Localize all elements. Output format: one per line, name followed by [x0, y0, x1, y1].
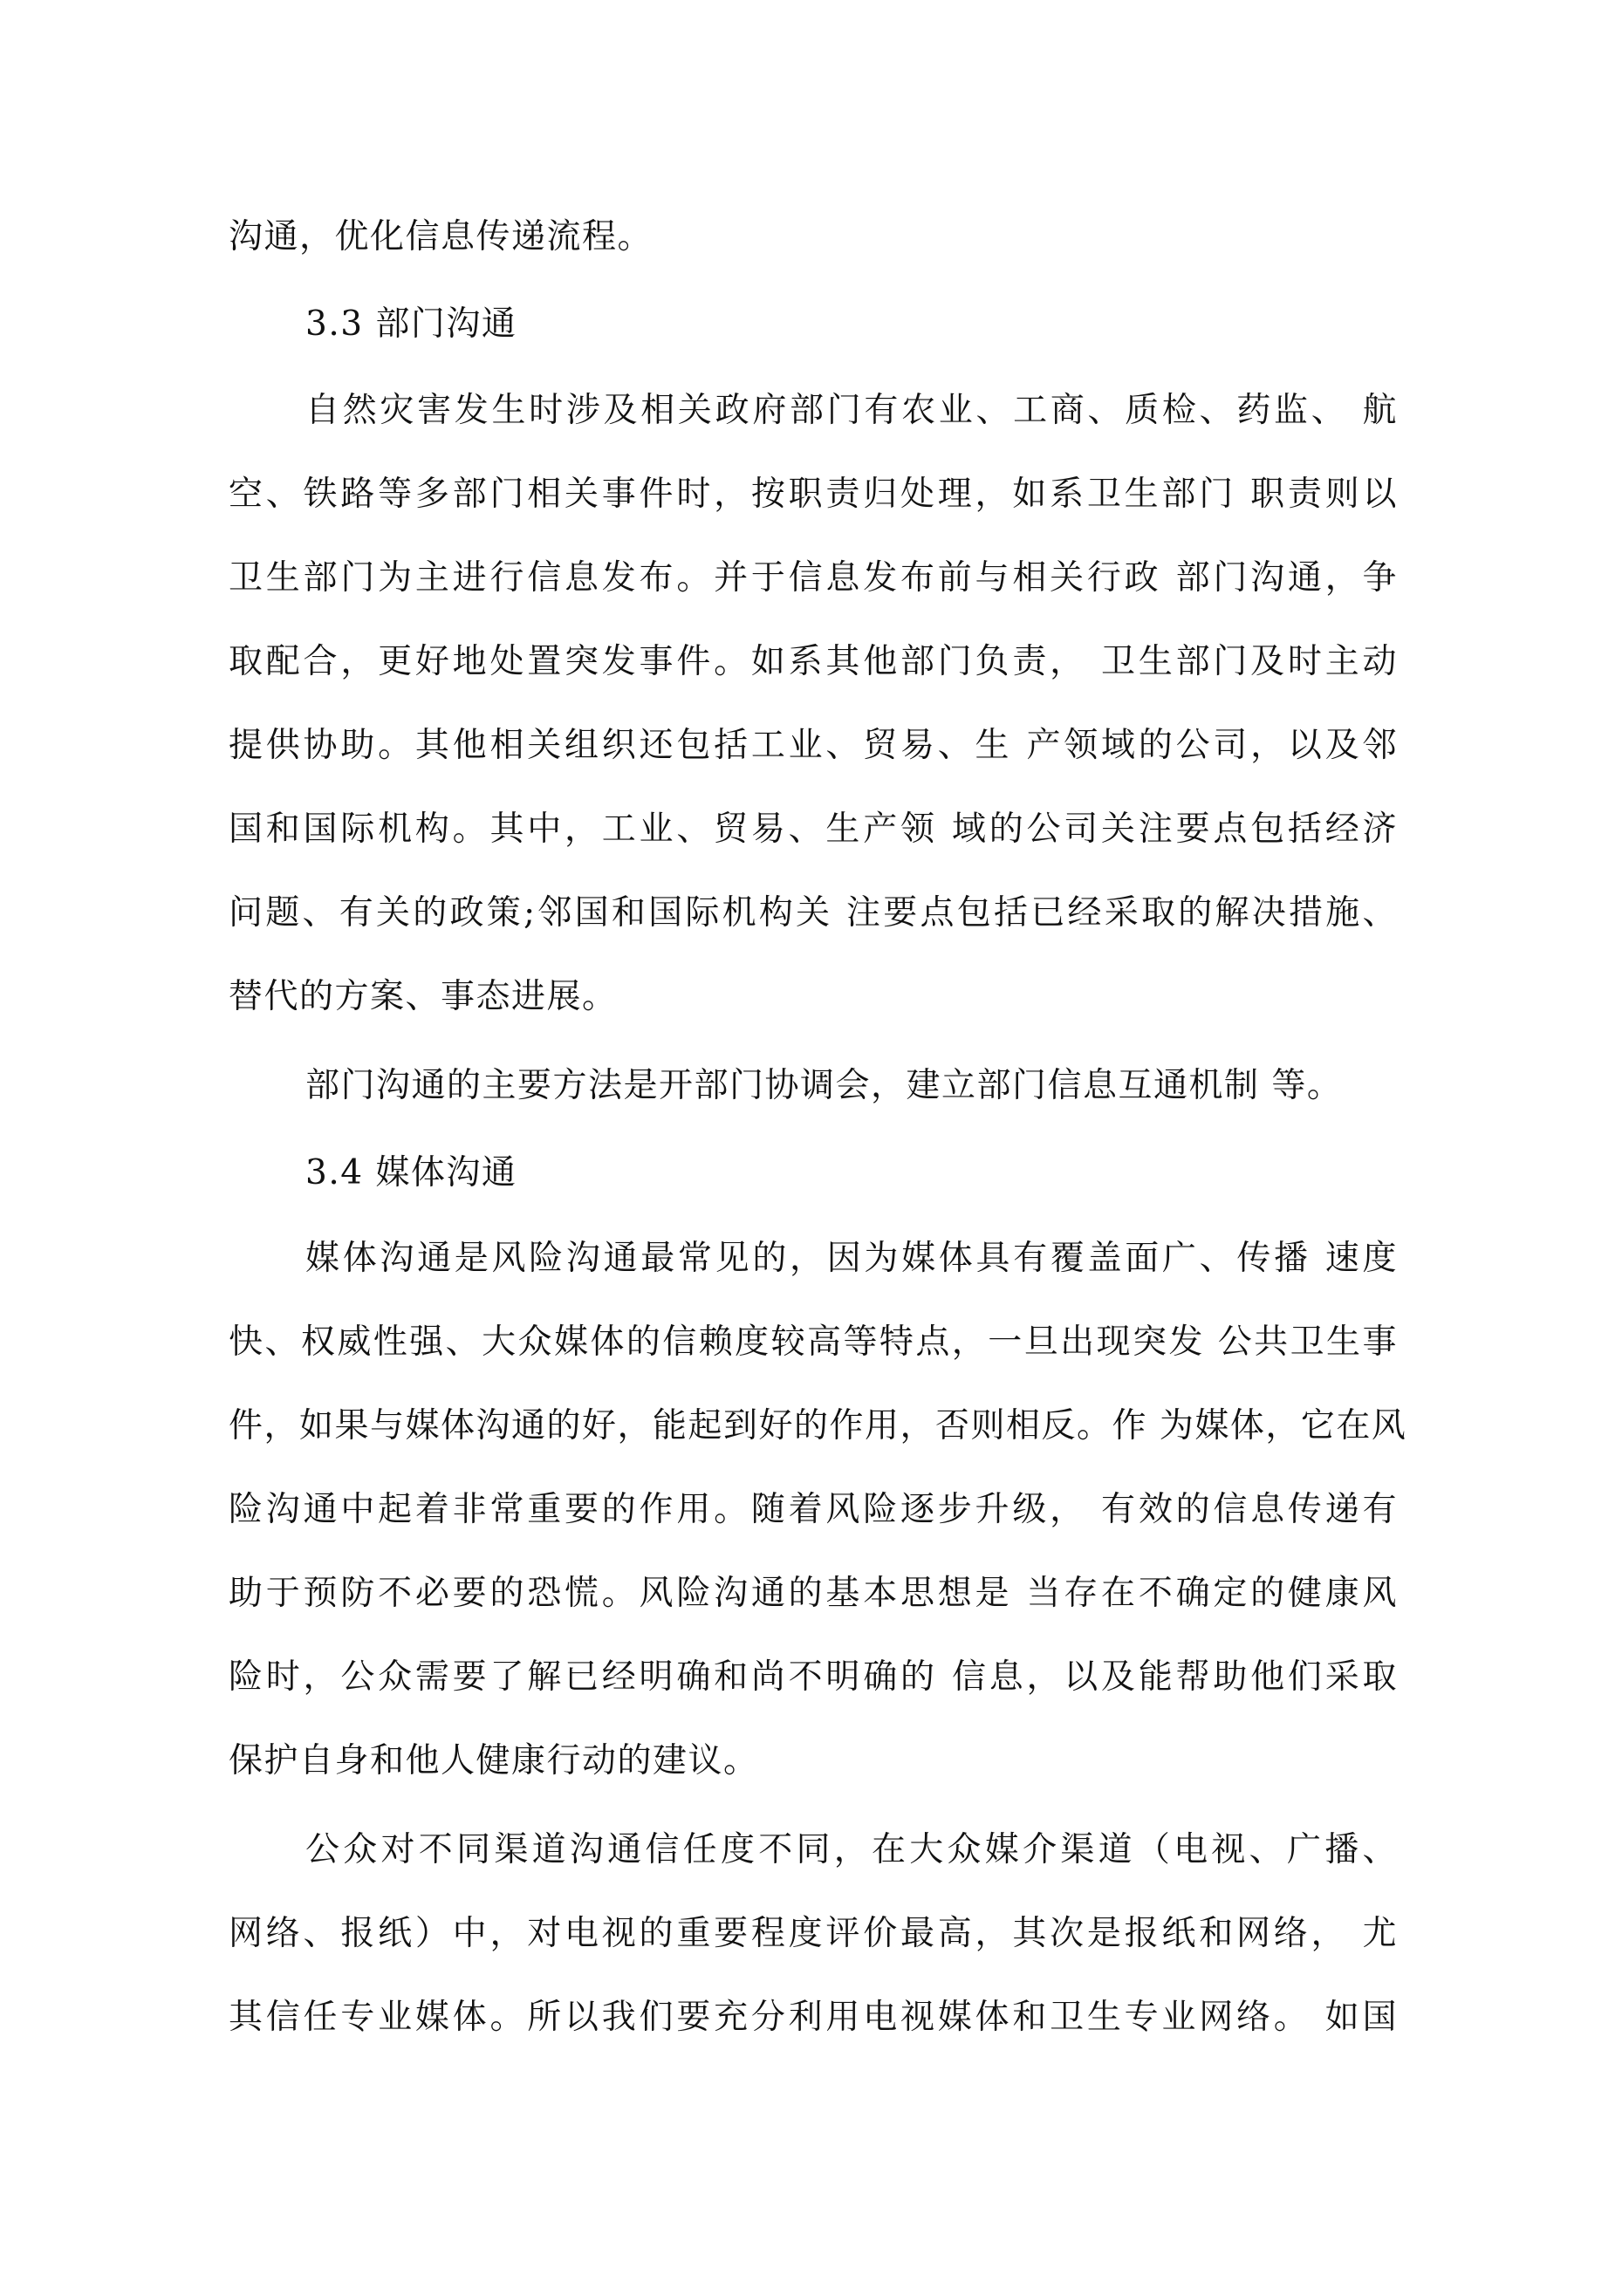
paragraph-line: 替代的方案、事态进展。 — [229, 977, 618, 1016]
paragraph-line: 部门沟通的主要方法是开部门协调会，建立部门信息互通机制 等。 — [305, 1066, 1343, 1105]
paragraph-line: 自然灾害发生时涉及相关政府部门有农业、工商、质检、药监、 航 — [305, 391, 1398, 430]
paragraph-line: 国和国际机构。其中，工业、贸易、生产领 域的公司关注要点包括经济 — [229, 810, 1398, 849]
paragraph-line: 险沟通中起着非常重要的作用。随着风险逐步升级， 有效的信息传递有 — [229, 1490, 1398, 1529]
paragraph-line: 空、铁路等多部门相关事件时，按职责归处理，如系卫生部门 职责则以 — [229, 475, 1398, 514]
paragraph-line: 网络、报纸）中，对电视的重要程度评价最高，其次是报纸和网络， 尤 — [229, 1914, 1398, 1953]
paragraph-line: 其信任专业媒体。所以我们要充分利用电视媒体和卫生专业网络。 如国 — [229, 1998, 1398, 2037]
section-heading-3-3: 3.3 部门沟通 — [305, 304, 517, 344]
paragraph-line: 件，如果与媒体沟通的好，能起到好的作用，否则相反。作 为媒体，它在风 — [229, 1406, 1407, 1445]
paragraph-line: 助于预防不必要的恐慌。风险沟通的基本思想是 当存在不确定的健康风 — [229, 1574, 1398, 1613]
paragraph-line: 卫生部门为主进行信息发布。并于信息发布前与相关行政 部门沟通，争 — [229, 558, 1398, 598]
paragraph-continuation-line: 沟通，优化信息传递流程。 — [229, 217, 654, 256]
paragraph-line: 保护自身和他人健康行动的建议。 — [229, 1741, 759, 1780]
paragraph-line: 问题、有关的政策;邻国和国际机构关 注要点包括已经采取的解决措施、 — [229, 893, 1398, 933]
paragraph-line: 取配合，更好地处置突发事件。如系其他部门负责， 卫生部门及时主动 — [229, 642, 1398, 681]
paragraph-line: 提供协助。其他相关组织还包括工业、贸易、生 产领域的公司，以及邻 — [229, 726, 1398, 765]
section-heading-3-4: 3.4 媒体沟通 — [305, 1153, 517, 1192]
paragraph-line: 公众对不同渠道沟通信任度不同，在大众媒介渠道（电视、广播、 — [305, 1830, 1398, 1869]
paragraph-line: 快、权威性强、大众媒体的信赖度较高等特点，一旦出现突发 公共卫生事 — [229, 1322, 1398, 1362]
paragraph-line: 险时，公众需要了解已经明确和尚不明确的 信息，以及能帮助他们采取 — [229, 1657, 1398, 1697]
paragraph-line: 媒体沟通是风险沟通最常见的，因为媒体具有覆盖面广、传播 速度 — [305, 1239, 1398, 1278]
